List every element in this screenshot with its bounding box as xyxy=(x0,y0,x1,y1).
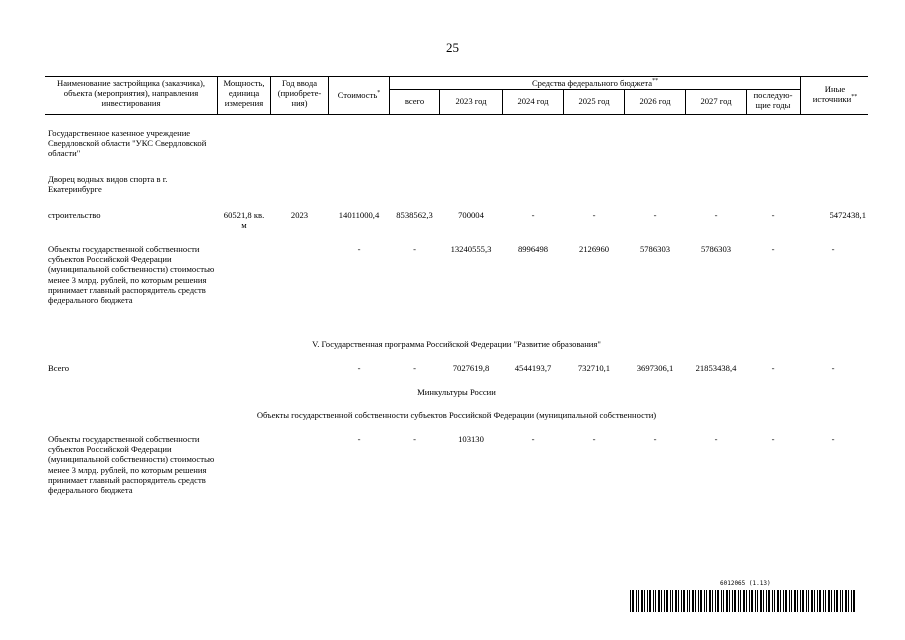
total-2024: 4544193,7 xyxy=(514,363,552,373)
other-footnote-mark: ** xyxy=(851,94,858,101)
objects2-2025: - xyxy=(592,434,596,444)
header-later: последую-щие годы xyxy=(753,90,793,111)
total-cost: - xyxy=(357,363,361,373)
total-2027: 21853438,4 xyxy=(695,363,737,373)
construction-label: строительство xyxy=(48,210,101,220)
objects1-2026: 5786303 xyxy=(639,244,671,254)
total-2025: 732710,1 xyxy=(577,363,611,373)
header-year: Год ввода (приобрете-ния) xyxy=(277,78,322,109)
construction-total: 8538562,3 xyxy=(396,210,433,220)
objects2-cost: - xyxy=(357,434,361,444)
construction-later: - xyxy=(771,210,775,220)
header-2024: 2024 год xyxy=(517,96,549,106)
objects1-2023: 13240555,3 xyxy=(450,244,492,254)
total-label: Всего xyxy=(48,363,70,373)
header-2026: 2026 год xyxy=(639,96,671,106)
total-later: - xyxy=(771,363,775,373)
construction-2026: - xyxy=(653,210,657,220)
header-2025: 2025 год xyxy=(578,96,610,106)
total-2026: 3697306,1 xyxy=(636,363,674,373)
construction-2025: - xyxy=(592,210,596,220)
objects1-later: - xyxy=(771,244,775,254)
federal-footnote-mark: ** xyxy=(652,78,659,84)
objects1-name: Объекты государственной собственности субъектов Российской Федерации (муниципальной собственности) стоимостью менее 3 млрд. рублей, по которым решения принимает главный распорядитель средств федерального бюджета xyxy=(48,244,215,306)
section-title: V. Государственная программа Российской Федерации "Развитие образования" xyxy=(312,339,601,349)
page-number: 25 xyxy=(446,40,459,55)
header-federal-label: Средства федерального бюджета xyxy=(531,78,653,88)
construction-2027: - xyxy=(714,210,718,220)
object-name: Дворец водных видов спорта в г. Екатеринбурге xyxy=(48,174,168,195)
construction-2024: - xyxy=(531,210,535,220)
objects1-2024: 8996498 xyxy=(517,244,549,254)
objects2-2024: - xyxy=(531,434,535,444)
objects2-other: - xyxy=(831,434,835,444)
total-other: - xyxy=(831,363,835,373)
objects2-2026: - xyxy=(653,434,657,444)
objects2-2027: - xyxy=(714,434,718,444)
col-divider xyxy=(217,76,218,114)
objects2-2023: 103130 xyxy=(458,434,484,444)
objects2-total: - xyxy=(413,434,416,444)
construction-other: 5472438,1 xyxy=(829,210,866,220)
header-other-label: Иные источники xyxy=(812,84,852,105)
objects1-2025: 2126960 xyxy=(578,244,610,254)
cost-footnote-mark: * xyxy=(377,90,381,96)
construction-2023: 700004 xyxy=(458,210,484,220)
objects2-later: - xyxy=(771,434,775,444)
objects1-2027: 5786303 xyxy=(700,244,732,254)
objects1-cost: - xyxy=(357,244,361,254)
col-divider xyxy=(746,89,747,114)
construction-capacity: 60521,8 кв. м xyxy=(223,210,265,231)
header-top-rule xyxy=(45,76,868,77)
header-bottom-rule xyxy=(45,114,868,115)
header-other xyxy=(802,84,868,104)
col-divider xyxy=(270,76,271,114)
objects2-name: Объекты государственной собственности субъектов Российской Федерации (муниципальной собственности) стоимостью менее 3 млрд. рублей, по которым решения принимает главный распорядитель средств федерального бюджета xyxy=(48,434,215,496)
col-divider xyxy=(800,76,801,114)
ministry-heading: Минкультуры России xyxy=(417,387,496,397)
header-capacity: Мощность, единица измерения xyxy=(223,78,265,109)
header-2023: 2023 год xyxy=(455,96,487,106)
col-divider xyxy=(328,76,329,114)
total-total: - xyxy=(413,363,416,373)
federal-sub-rule xyxy=(389,89,800,90)
header-2027: 2027 год xyxy=(700,96,732,106)
total-2023: 7027619,8 xyxy=(452,363,490,373)
header-federal xyxy=(390,78,800,88)
subsection-heading: Объекты государственной собственности субъектов Российской Федерации (муниципальной собственности) xyxy=(256,410,657,420)
org-name: Государственное казенное учреждение Свердловской области "УКС Свердловской области" xyxy=(48,128,207,159)
header-name: Наименование застройщика (заказчика), объекта (мероприятия), направления инвестирования xyxy=(57,78,205,109)
header-cost xyxy=(330,90,388,100)
header-cost-label: Стоимость xyxy=(337,90,378,100)
construction-cost: 14011000,4 xyxy=(338,210,380,220)
barcode-number: 6012065 (1.13) xyxy=(720,580,771,587)
objects1-total: - xyxy=(413,244,416,254)
barcode-image xyxy=(630,590,858,612)
objects1-other: - xyxy=(831,244,835,254)
header-total: всего xyxy=(404,96,425,106)
construction-year: 2023 xyxy=(290,210,309,220)
